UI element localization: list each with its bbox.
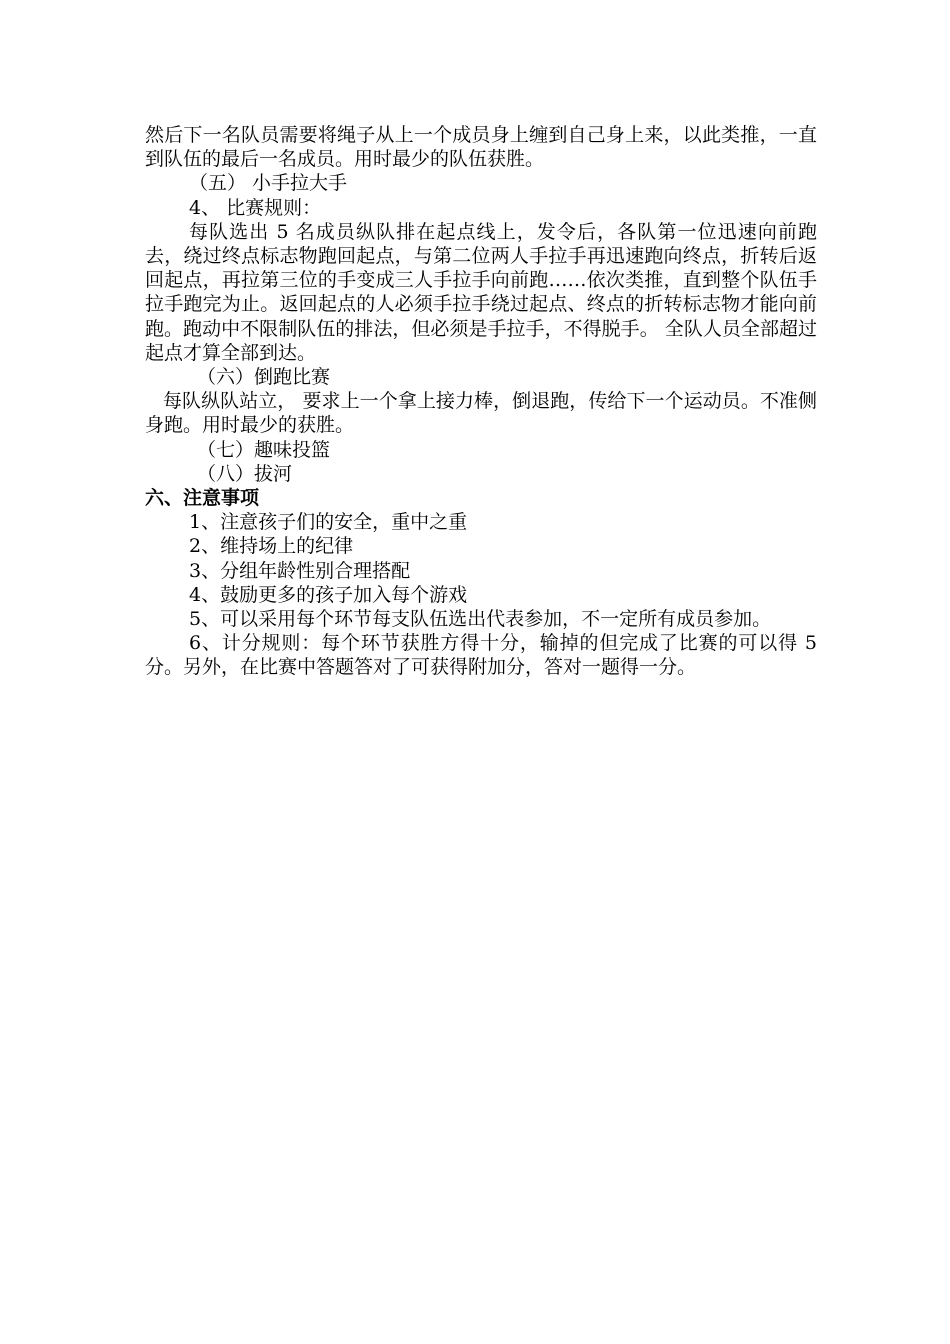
document-body [145,123,817,680]
note-item: 2、维持场上的纪律 [189,535,354,558]
paragraph-backward-run-rules: 每队纵队站立， 要求上一个拿上接力棒，倒退跑，传给下一个运动员。不准侧身跑。用时最少的获胜。 [145,390,817,437]
section-heading-8: （八）拔河 [197,462,293,485]
section-heading-5: （五） 小手拉大手 [189,172,348,195]
paragraph-rope-relay-end: 然后下一名队员需要将绳子从上一个成员身上缠到自己身上来，以此类推，一直到队伍的最后一名成员。用时最少的队伍获胜。 [145,124,817,171]
section-heading-7: （七）趣味投篮 [197,438,331,461]
note-item: 5、可以采用每个环节每支队伍选出代表参加，不一定所有成员参加。 [189,608,772,631]
note-item: 6、计分规则：每个环节获胜方得十分，输掉的但完成了比赛的可以得 5 分。另外，在比赛中答题答对了可获得附加分，答对一题得一分。 [145,632,817,679]
rules-heading: 4、 比赛规则： [189,196,322,219]
notes-heading: 六、注意事项 [145,487,260,510]
note-item: 1、注意孩子们的安全，重中之重 [189,511,468,534]
section-heading-6: （六）倒跑比赛 [197,366,331,389]
note-item: 3、分组年龄性别合理搭配 [189,559,411,582]
note-item: 4、鼓励更多的孩子加入每个游戏 [189,583,468,606]
paragraph-hand-in-hand-rules: 每队选出 5 名成员纵队排在起点线上，发令后，各队第一位迅速向前跑去，绕过终点标志物跑回起点，与第二位两人手拉手再迅速跑向终点，折转后返回起点，再拉第三位的手变成三人手拉手向前跑……依次类推，直到整个队伍手拉手跑完为止。返回起点的人必须手拉手绕过起点、终点的折转标志物才能向前跑。跑动中不限制队伍的排法，但必须是手拉手，不得脱手。 全队人员全部超过起点才算全部到达。 [145,220,817,364]
